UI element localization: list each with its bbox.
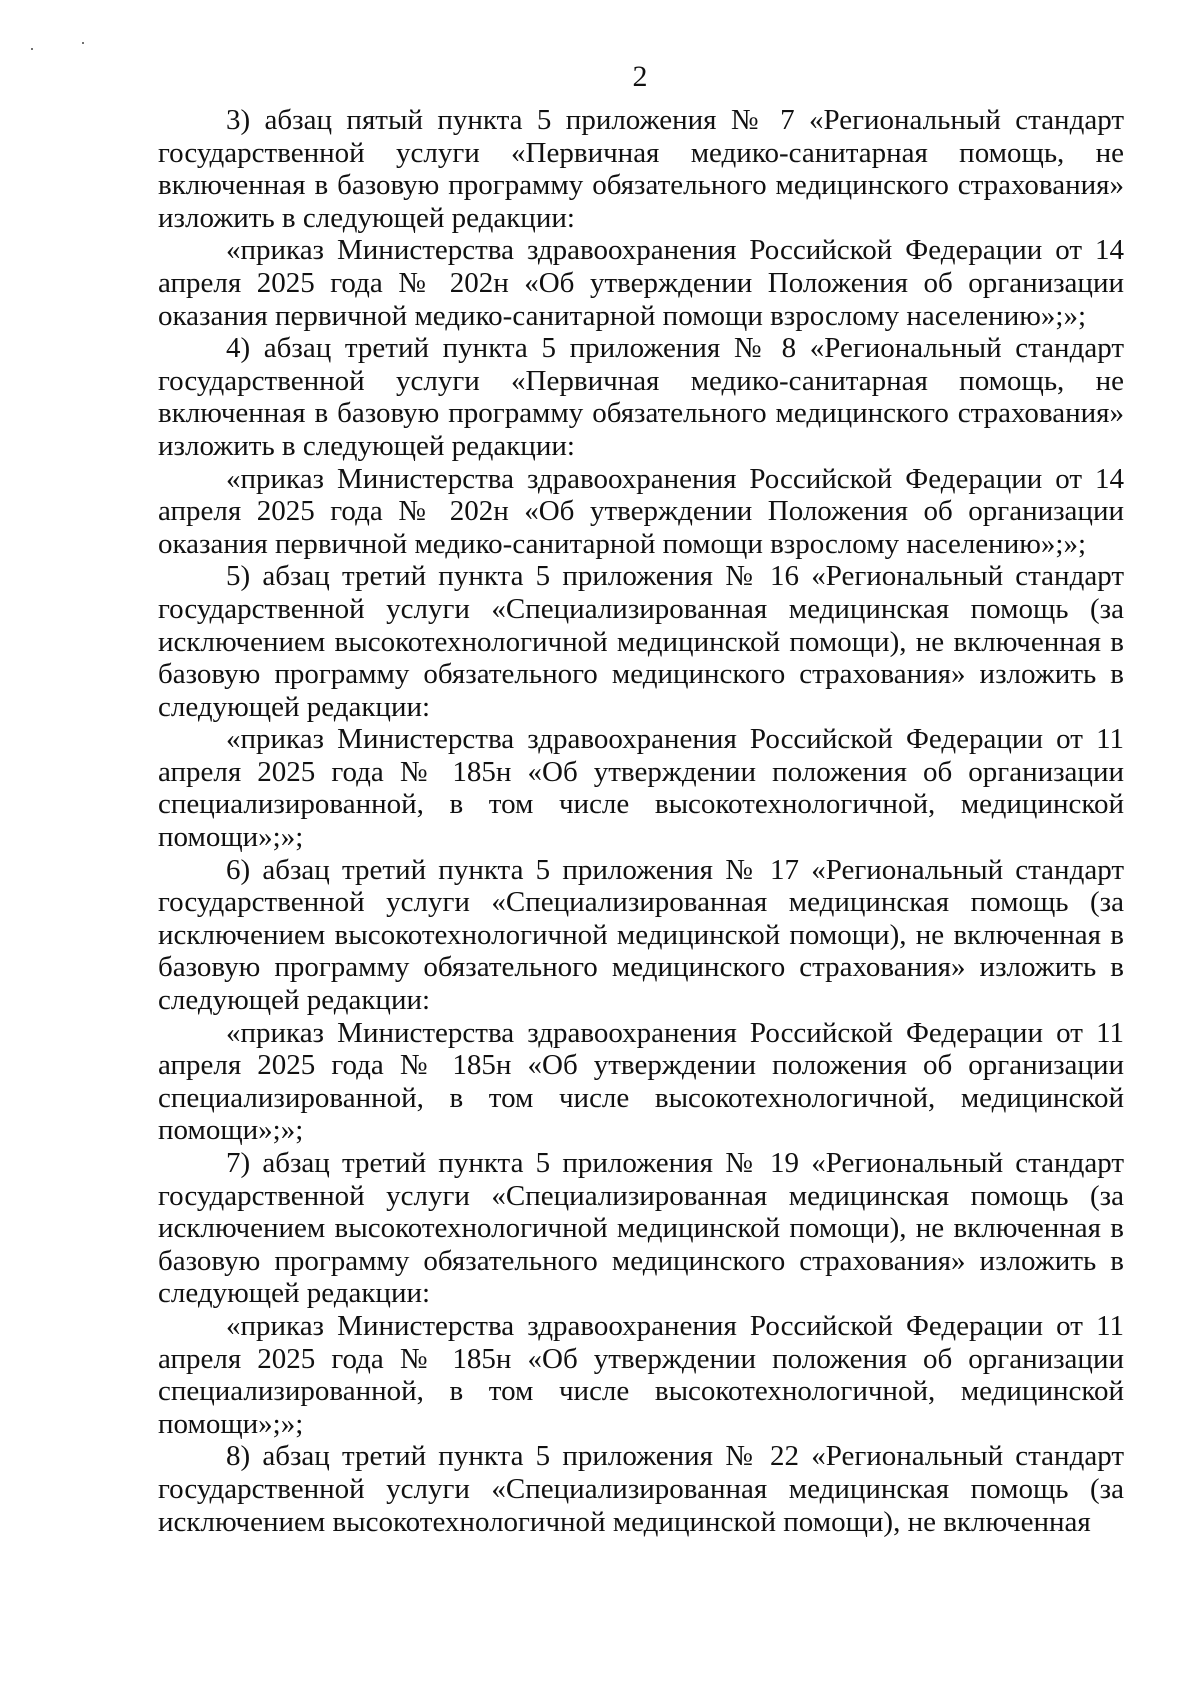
paragraph: 7) абзац третий пункта 5 приложения № 19 «Региональный стандарт государственной услуги «Специализированная медицинская помощь (за исключением высокотехнологичной медицинской помощи), не включенная в базовую программу обязательного медицинского страхования» изложить в следующей редакции: [158, 1147, 1124, 1310]
page-number: 2 [632, 60, 648, 93]
paragraph: 6) абзац третий пункта 5 приложения № 17 «Региональный стандарт государственной услуги «Специализированная медицинская помощь (за исключением высокотехнологичной медицинской помощи), не включенная в базовую программу обязательного медицинского страхования» изложить в следующей редакции: [158, 853, 1124, 1017]
paragraph: «приказ Министерства здравоохранения Российской Федерации от 14 апреля 2025 года № 202н «Об утверждении Положения об организации оказания первичной медико-санитарной помощи взрослому населению»;»; [158, 234, 1124, 332]
document-body [158, 104, 1124, 1538]
paragraph: «приказ Министерства здравоохранения Российской Федерации от 11 апреля 2025 года № 185н «Об утверждении положения об организации специализированной, в том числе высокотехнологичной, медицинской помощи»;»; [158, 1016, 1124, 1147]
paragraph: 4) абзац третий пункта 5 приложения № 8 «Региональный стандарт государственной услуги «Первичная медико-санитарная помощь, не включенная в базовую программу обязательного медицинского страхования» изложить в следующей редакции: [158, 332, 1124, 462]
paragraph: 3) абзац пятый пункта 5 приложения № 7 «Региональный стандарт государственной услуги «Первичная медико-санитарная помощь, не включенная в базовую программу обязательного медицинского страхования» изложить в следующей редакции: [158, 104, 1124, 234]
scan-speck [82, 42, 84, 44]
scan-speck [31, 48, 33, 50]
paragraph: 8) абзац третий пункта 5 приложения № 22 «Региональный стандарт государственной услуги «Специализированная медицинская помощь (за исключением высокотехнологичной медицинской помощи), не включенная [158, 1440, 1124, 1538]
paragraph: «приказ Министерства здравоохранения Российской Федерации от 11 апреля 2025 года № 185н «Об утверждении положения об организации специализированной, в том числе высокотехнологичной, медицинской помощи»;»; [158, 1309, 1124, 1440]
paragraph: 5) абзац третий пункта 5 приложения № 16 «Региональный стандарт государственной услуги «Специализированная медицинская помощь (за исключением высокотехнологичной медицинской помощи), не включенная в базовую программу обязательного медицинского страхования» изложить в следующей редакции: [158, 560, 1124, 723]
paragraph: «приказ Министерства здравоохранения Российской Федерации от 11 апреля 2025 года № 185н «Об утверждении положения об организации специализированной, в том числе высокотехнологичной, медицинской помощи»;»; [158, 723, 1124, 854]
paragraph: «приказ Министерства здравоохранения Российской Федерации от 14 апреля 2025 года № 202н «Об утверждении Положения об организации оказания первичной медико-санитарной помощи взрослому населению»;»; [158, 462, 1124, 560]
